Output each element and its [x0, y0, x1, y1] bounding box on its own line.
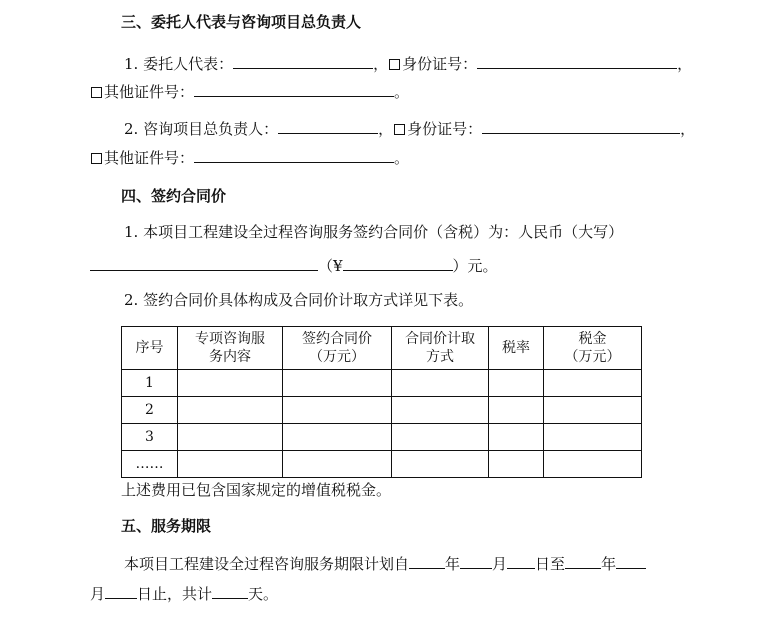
row-number: 3: [122, 424, 178, 451]
period: 。: [394, 149, 410, 167]
amount-in-figures-field[interactable]: [343, 255, 453, 271]
header-tax-rate: 税率: [489, 327, 544, 370]
id-card-checkbox[interactable]: [389, 59, 400, 70]
yuan-close: ）元。: [452, 257, 498, 275]
table-cell[interactable]: [178, 397, 283, 424]
comma: ，: [373, 55, 389, 73]
representative-other-id-field[interactable]: [194, 81, 394, 97]
header-pricing-method: 合同价计取 方式: [392, 327, 489, 370]
project-lead-id-field[interactable]: [482, 118, 680, 134]
table-cell[interactable]: [283, 424, 392, 451]
header-serial-number: 序号: [122, 327, 178, 370]
row-number: ……: [122, 451, 178, 478]
other-id-checkbox[interactable]: [91, 153, 102, 164]
project-lead-id-label: 身份证号：: [407, 120, 483, 138]
table-cell[interactable]: [178, 451, 283, 478]
day-end-label: 日止，共计: [137, 585, 213, 603]
table-cell[interactable]: [283, 451, 392, 478]
header-tax-amount: 税金 （万元）: [544, 327, 642, 370]
end-month-field-start[interactable]: [616, 553, 646, 569]
month-label: 月: [90, 585, 106, 603]
table-header-row: [122, 327, 642, 370]
representative-id-field[interactable]: [477, 53, 677, 69]
contract-price-table: [121, 326, 642, 478]
other-id-label: 其他证件号：: [104, 83, 195, 101]
year-label: 年: [445, 555, 461, 573]
table-cell[interactable]: [392, 424, 489, 451]
representative-label: 1. 委托人代表：: [124, 55, 234, 73]
comma: ，: [680, 120, 696, 138]
table-cell[interactable]: [178, 370, 283, 397]
section4-heading: 四、签约合同价: [121, 187, 227, 205]
section3-heading: 三、委托人代表与咨询项目总负责人: [121, 13, 362, 31]
other-id-checkbox[interactable]: [91, 87, 102, 98]
table-cell[interactable]: [544, 397, 642, 424]
table-row: [122, 370, 642, 397]
service-period-prefix: 本项目工程建设全过程咨询服务期限计划自: [124, 555, 410, 573]
comma: ，: [378, 120, 394, 138]
table-cell[interactable]: [178, 424, 283, 451]
total-days-field[interactable]: [212, 583, 248, 599]
table-cell[interactable]: [544, 424, 642, 451]
representative-name-field[interactable]: [233, 53, 373, 69]
header-contract-price: 签约合同价 （万元）: [283, 327, 392, 370]
id-card-checkbox[interactable]: [394, 124, 405, 135]
row-number: 2: [122, 397, 178, 424]
other-id-label: 其他证件号：: [104, 149, 195, 167]
yen-open: （¥: [318, 257, 343, 275]
table-row: [122, 451, 642, 478]
end-year-field[interactable]: [565, 553, 601, 569]
project-lead-label: 2. 咨询项目总负责人：: [124, 120, 279, 138]
table-cell[interactable]: [544, 451, 642, 478]
project-lead-other-id-line: [90, 147, 409, 168]
project-lead-other-id-field[interactable]: [194, 147, 394, 163]
table-note: 上述费用已包含国家规定的增值税税金。: [121, 481, 392, 499]
project-lead-line: [124, 118, 695, 139]
table-row: [122, 424, 642, 451]
price-breakdown-text: 2. 签约合同价具体构成及合同价计取方式详见下表。: [124, 291, 474, 309]
table-cell[interactable]: [283, 397, 392, 424]
row-number: 1: [122, 370, 178, 397]
table-cell[interactable]: [283, 370, 392, 397]
representative-id-label: 身份证号：: [402, 55, 478, 73]
service-period-line-2: [90, 583, 278, 604]
table-cell[interactable]: [392, 451, 489, 478]
end-day-field[interactable]: [105, 583, 137, 599]
project-lead-name-field[interactable]: [278, 118, 378, 134]
amount-in-words-field[interactable]: [90, 255, 318, 271]
month-label: 月: [492, 555, 508, 573]
contract-price-amount-line: [90, 255, 498, 276]
representative-other-id-line: [90, 81, 409, 102]
day-to-label: 日至: [535, 555, 566, 573]
representative-line: [124, 53, 692, 74]
section5-heading: 五、服务期限: [121, 517, 212, 535]
start-year-field[interactable]: [409, 553, 445, 569]
service-period-line: [124, 553, 646, 574]
start-month-field[interactable]: [460, 553, 492, 569]
table-row: [122, 397, 642, 424]
table-cell[interactable]: [489, 424, 544, 451]
table-cell[interactable]: [392, 397, 489, 424]
start-day-field[interactable]: [507, 553, 535, 569]
comma: ，: [677, 55, 693, 73]
table-cell[interactable]: [489, 397, 544, 424]
days-label: 天。: [248, 585, 279, 603]
table-cell[interactable]: [544, 370, 642, 397]
contract-price-text: 1. 本项目工程建设全过程咨询服务签约合同价（含税）为：人民币（大写）: [124, 223, 624, 241]
table-cell[interactable]: [392, 370, 489, 397]
table-cell[interactable]: [489, 370, 544, 397]
header-service-content: 专项咨询服 务内容: [178, 327, 283, 370]
table-cell[interactable]: [489, 451, 544, 478]
year-label: 年: [601, 555, 617, 573]
period: 。: [394, 83, 410, 101]
